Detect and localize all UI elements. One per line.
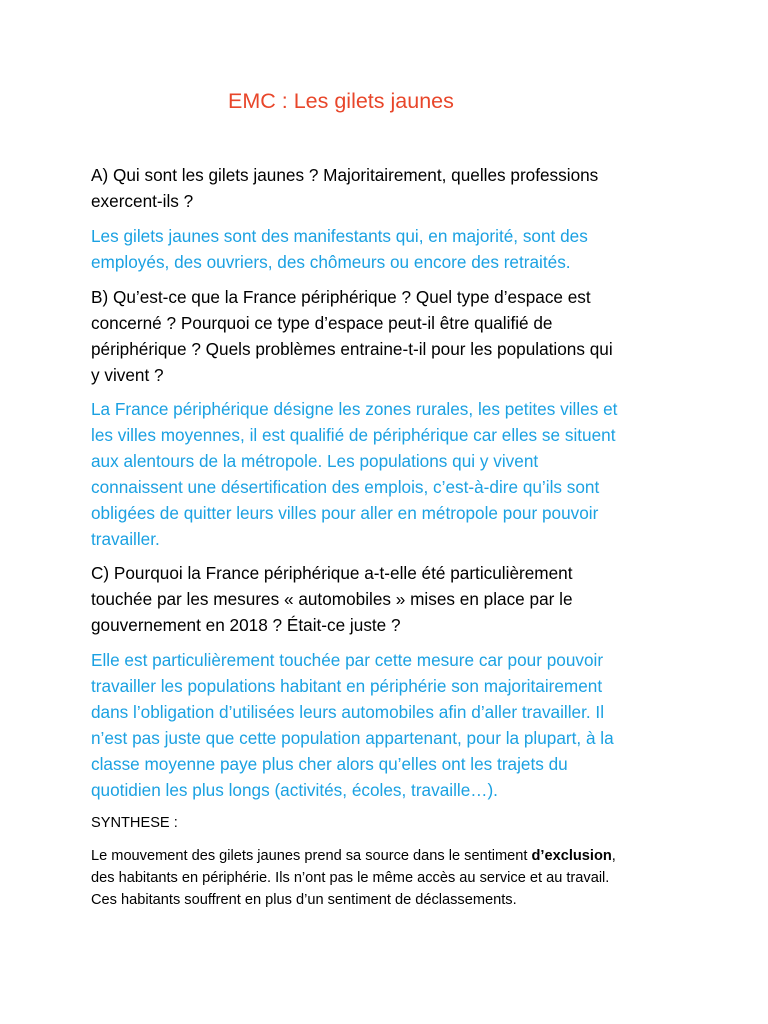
question-b-line-3: périphérique ? Quels problèmes entraine-t-il pour les populations qui bbox=[91, 339, 613, 359]
answer-b bbox=[91, 396, 691, 552]
answer-b-line-2: les villes moyennes, il est qualifié de périphérique car elles se situent bbox=[91, 425, 616, 445]
answer-c bbox=[91, 647, 691, 803]
synthese-line-1-end: , bbox=[611, 848, 616, 864]
answer-b-line-1: La France périphérique désigne les zones rurales, les petites villes et bbox=[91, 399, 618, 419]
question-c-line-3: gouvernement en 2018 ? Était-ce juste ? bbox=[91, 615, 401, 635]
question-a-line-1: A) Qui sont les gilets jaunes ? Majoritairement, quelles professions bbox=[91, 165, 599, 185]
answer-b-line-3: aux alentours de la métropole. Les populations qui y vivent bbox=[91, 451, 539, 471]
answer-b-line-5: obligées de quitter leurs villes pour aller en métropole pour pouvoir bbox=[91, 503, 599, 523]
answer-a bbox=[91, 223, 691, 275]
answer-c-line-6: quotidien les plus longs (activités, écoles, travaille…). bbox=[91, 780, 498, 800]
question-a-line-2: exercent-ils ? bbox=[91, 191, 194, 211]
answer-c-line-4: n’est pas juste que cette population appartenant, pour la plupart, à la bbox=[91, 728, 614, 748]
answer-c-line-2: travailler les populations habitant en périphérie son majoritairement bbox=[91, 676, 603, 696]
question-a bbox=[91, 162, 691, 214]
document-title: EMC : Les gilets jaunes bbox=[228, 89, 454, 113]
synthese-line-1 bbox=[91, 845, 691, 867]
synthese-line-1-start: Le mouvement des gilets jaunes prend sa source dans le sentiment bbox=[91, 848, 532, 864]
answer-c-line-1: Elle est particulièrement touchée par cette mesure car pour pouvoir bbox=[91, 650, 604, 670]
question-b-line-1: B) Qu’est-ce que la France périphérique ? Quel type d’espace est bbox=[91, 287, 591, 307]
synthese-line-3: Ces habitants souffrent en plus d’un sentiment de déclassements. bbox=[91, 892, 517, 908]
synthese-keyword-exclusion: d’exclusion bbox=[531, 848, 612, 864]
question-c-line-2: touchée par les mesures « automobiles » mises en place par le bbox=[91, 589, 573, 609]
answer-a-line-2: employés, des ouvriers, des chômeurs ou encore des retraités. bbox=[91, 252, 571, 272]
question-b-line-4: y vivent ? bbox=[91, 365, 164, 385]
synthese-line-2: des habitants en périphérie. Ils n’ont pas le même accès au service et au travail. bbox=[91, 870, 610, 886]
synthese-paragraph bbox=[91, 845, 691, 911]
question-c bbox=[91, 560, 691, 638]
question-c-line-1: C) Pourquoi la France périphérique a-t-elle été particulièrement bbox=[91, 563, 573, 583]
answer-a-line-1: Les gilets jaunes sont des manifestants qui, en majorité, sont des bbox=[91, 226, 588, 246]
answer-b-line-6: travailler. bbox=[91, 529, 160, 549]
question-b bbox=[91, 284, 691, 388]
answer-c-line-5: classe moyenne paye plus cher alors qu’elles ont les trajets du bbox=[91, 754, 568, 774]
synthese-heading: SYNTHESE : bbox=[91, 815, 178, 831]
question-b-line-2: concerné ? Pourquoi ce type d’espace peut-il être qualifié de bbox=[91, 313, 553, 333]
answer-c-line-3: dans l’obligation d’utilisées leurs automobiles afin d’aller travailler. Il bbox=[91, 702, 605, 722]
answer-b-line-4: connaissent une désertification des emplois, c’est-à-dire qu’ils sont bbox=[91, 477, 600, 497]
